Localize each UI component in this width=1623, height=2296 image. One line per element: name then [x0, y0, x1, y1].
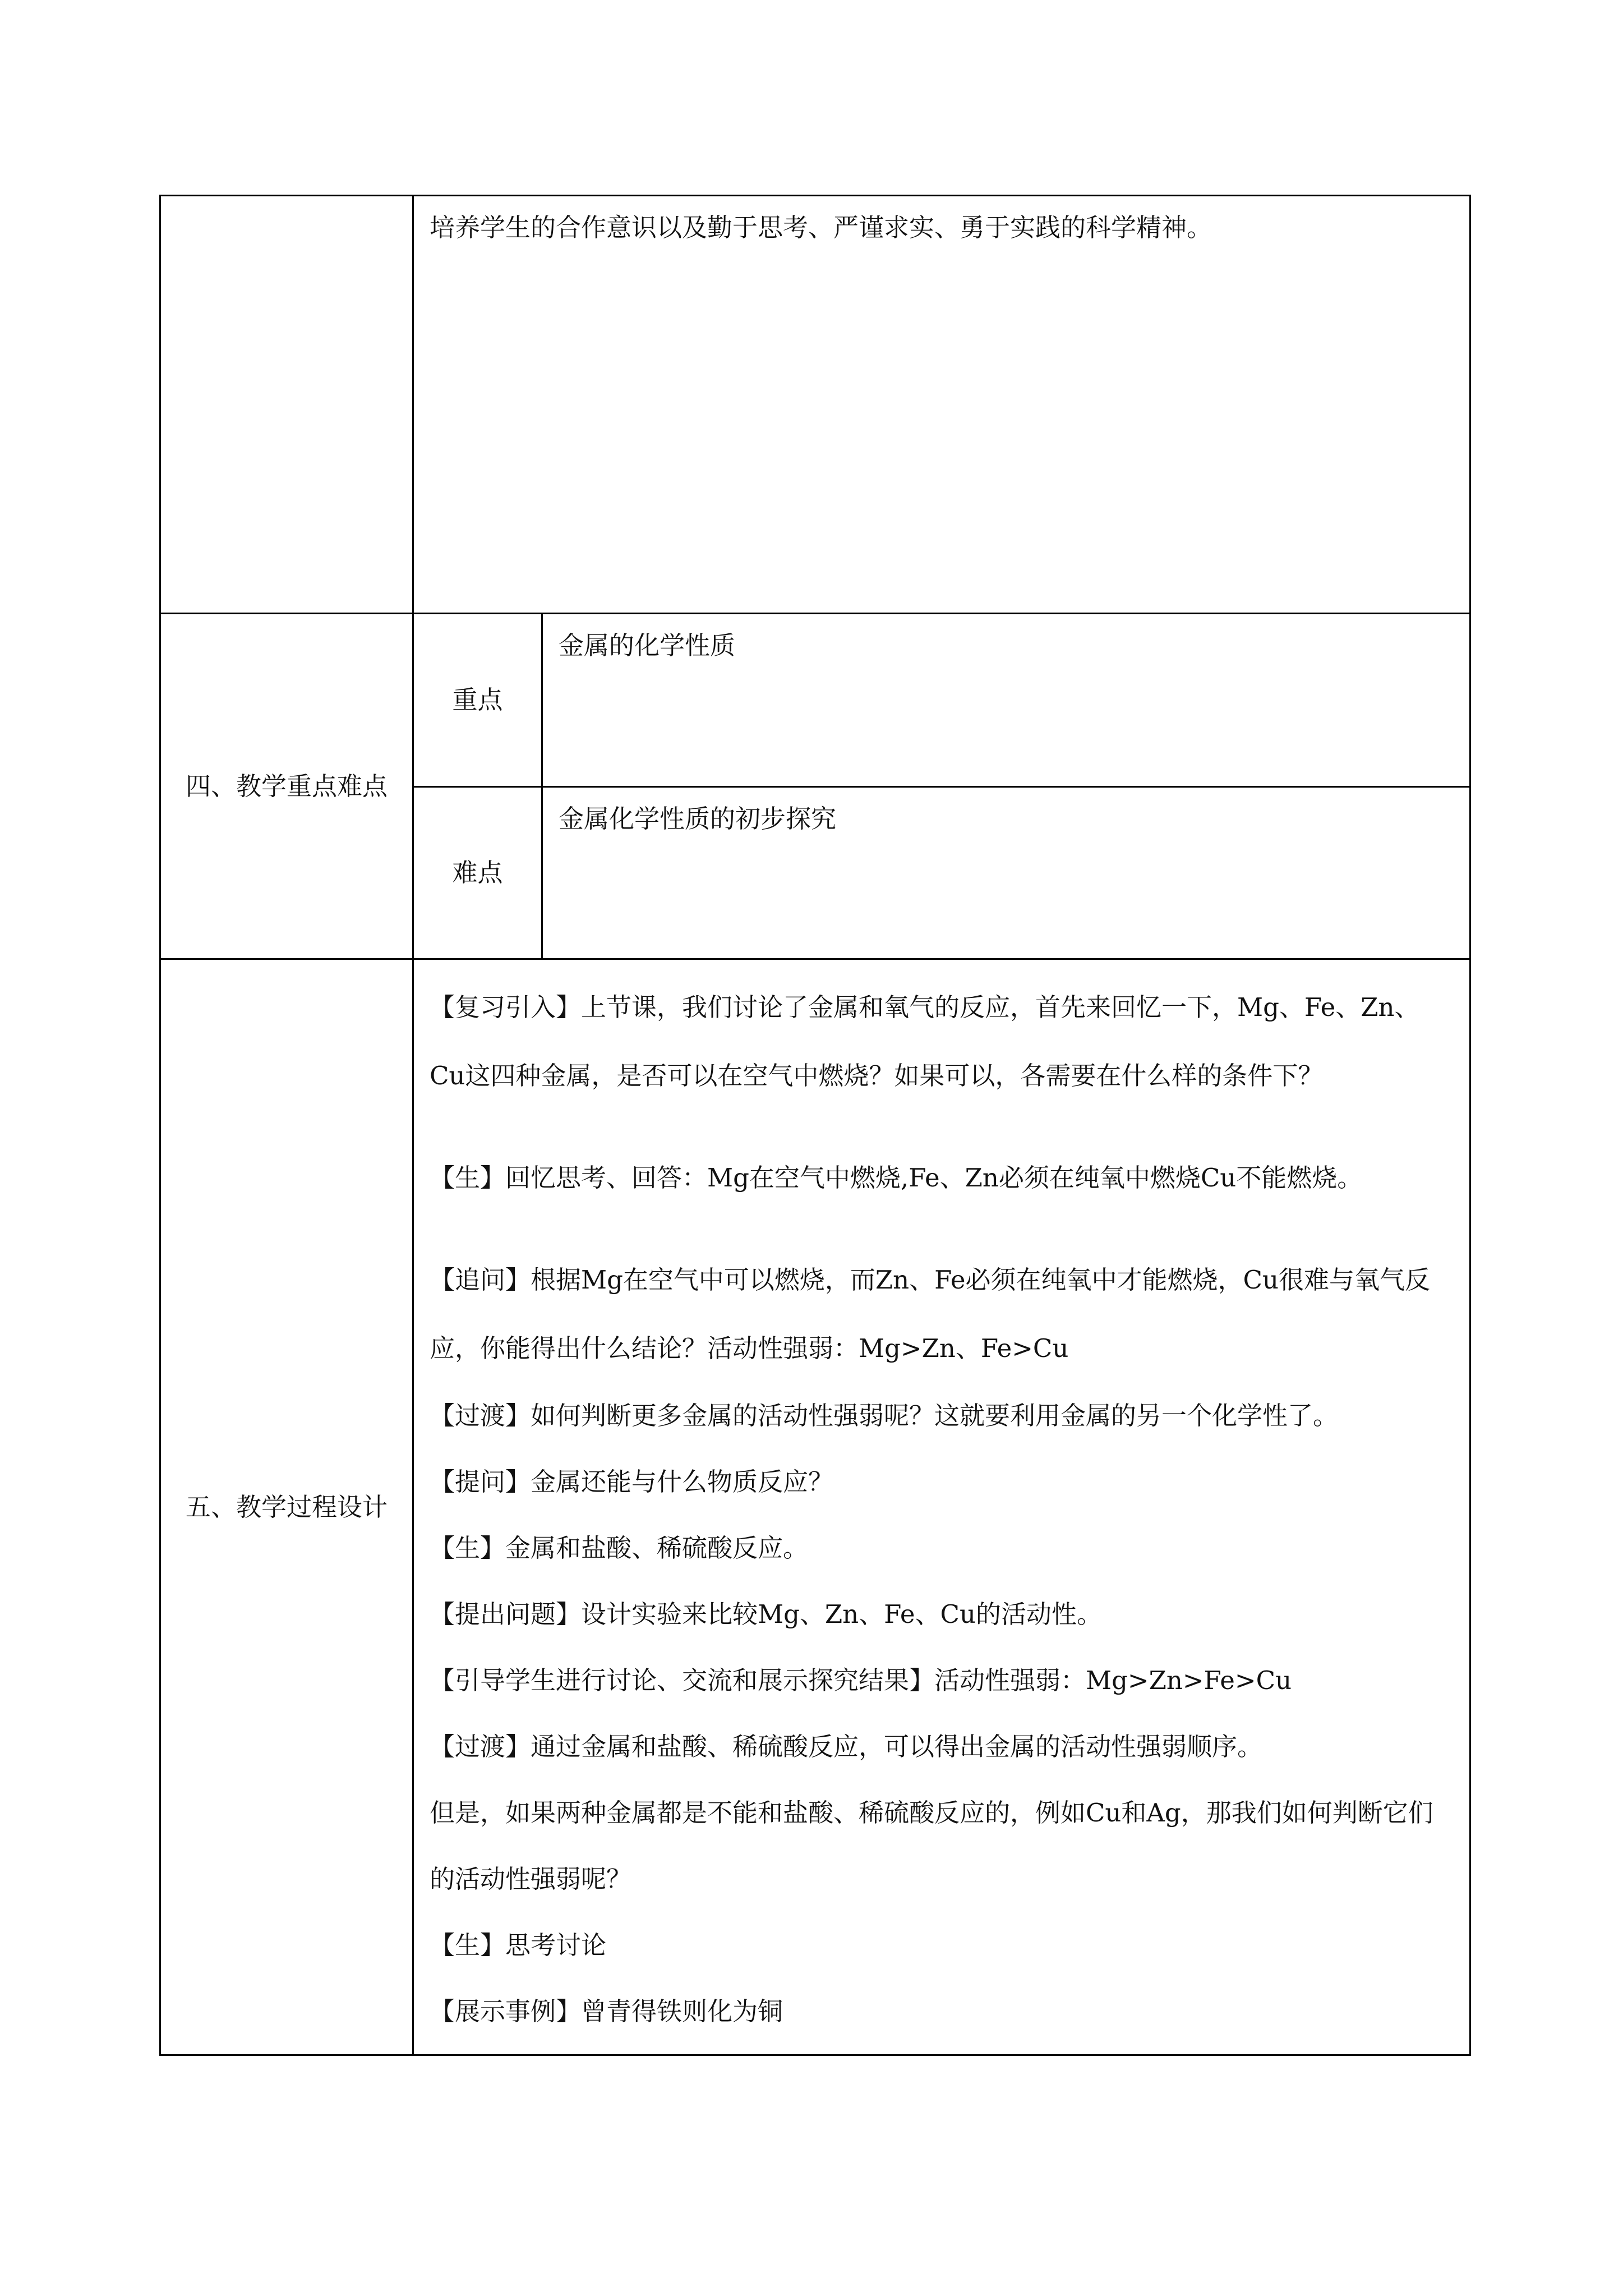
- difficulty-content: 金属化学性质的初步探究: [542, 787, 1470, 959]
- lesson-plan-table: [159, 195, 1471, 2056]
- process-line: 【生】回忆思考、回答：Mg在空气中燃烧,Fe、Zn必须在纯氧中燃烧Cu不能燃烧。: [430, 1163, 1363, 1193]
- key-point-label: 重点: [413, 614, 542, 787]
- process-line: 但是，如果两种金属都是不能和盐酸、稀硫酸反应的，例如Cu和Ag，那我们如何判断它们的活动性强弱呢？: [430, 1798, 1433, 1894]
- spacer: [430, 1110, 1454, 1144]
- spacer: [430, 1212, 1454, 1246]
- section5-label: 五、教学过程设计: [160, 959, 413, 2055]
- process-line: 【提出问题】设计实验来比较Mg、Zn、Fe、Cu的活动性。: [430, 1599, 1102, 1629]
- process-line: 【生】思考讨论: [430, 1930, 607, 1960]
- emotional-goals-text: 培养学生的合作意识以及勤于思考、严谨求实、勇于实践的科学精神。: [430, 213, 1212, 242]
- process-line: 【引导学生进行讨论、交流和展示探究结果】活动性强弱：Mg>Zn>Fe>Cu: [430, 1665, 1292, 1695]
- process-line: 【提问】金属还能与什么物质反应？: [430, 1467, 834, 1497]
- process-line: 【过渡】通过金属和盐酸、稀硫酸反应，可以得出金属的活动性强弱顺序。: [430, 1732, 1263, 1761]
- row-key-point: [160, 614, 1470, 787]
- teaching-process-cell: [413, 959, 1470, 2055]
- process-line: 【生】金属和盐酸、稀硫酸反应。: [430, 1533, 809, 1563]
- row-label-empty: [160, 196, 413, 614]
- row-emotional-goals: [160, 196, 1470, 614]
- process-line: 【复习引入】上节课，我们讨论了金属和氧气的反应，首先来回忆一下，Mg、Fe、Zn、Cu这四种金属，是否可以在空气中燃烧？如果可以，各需要在什么样的条件下？: [430, 992, 1420, 1091]
- row-teaching-process: [160, 959, 1470, 2055]
- process-line: 【追问】根据Mg在空气中可以燃烧，而Zn、Fe必须在纯氧中才能燃烧，Cu很难与氧气反应，你能得出什么结论？活动性强弱：Mg>Zn、Fe>Cu: [430, 1265, 1430, 1363]
- emotional-goals-cell: [413, 196, 1470, 614]
- difficulty-label: 难点: [413, 787, 542, 959]
- key-point-content: 金属的化学性质: [542, 614, 1470, 787]
- section4-label: 四、教学重点难点: [160, 614, 413, 959]
- process-line: 【展示事例】曾青得铁则化为铜: [430, 1996, 783, 2026]
- process-line: 【过渡】如何判断更多金属的活动性强弱呢？这就要利用金属的另一个化学性了。: [430, 1401, 1339, 1430]
